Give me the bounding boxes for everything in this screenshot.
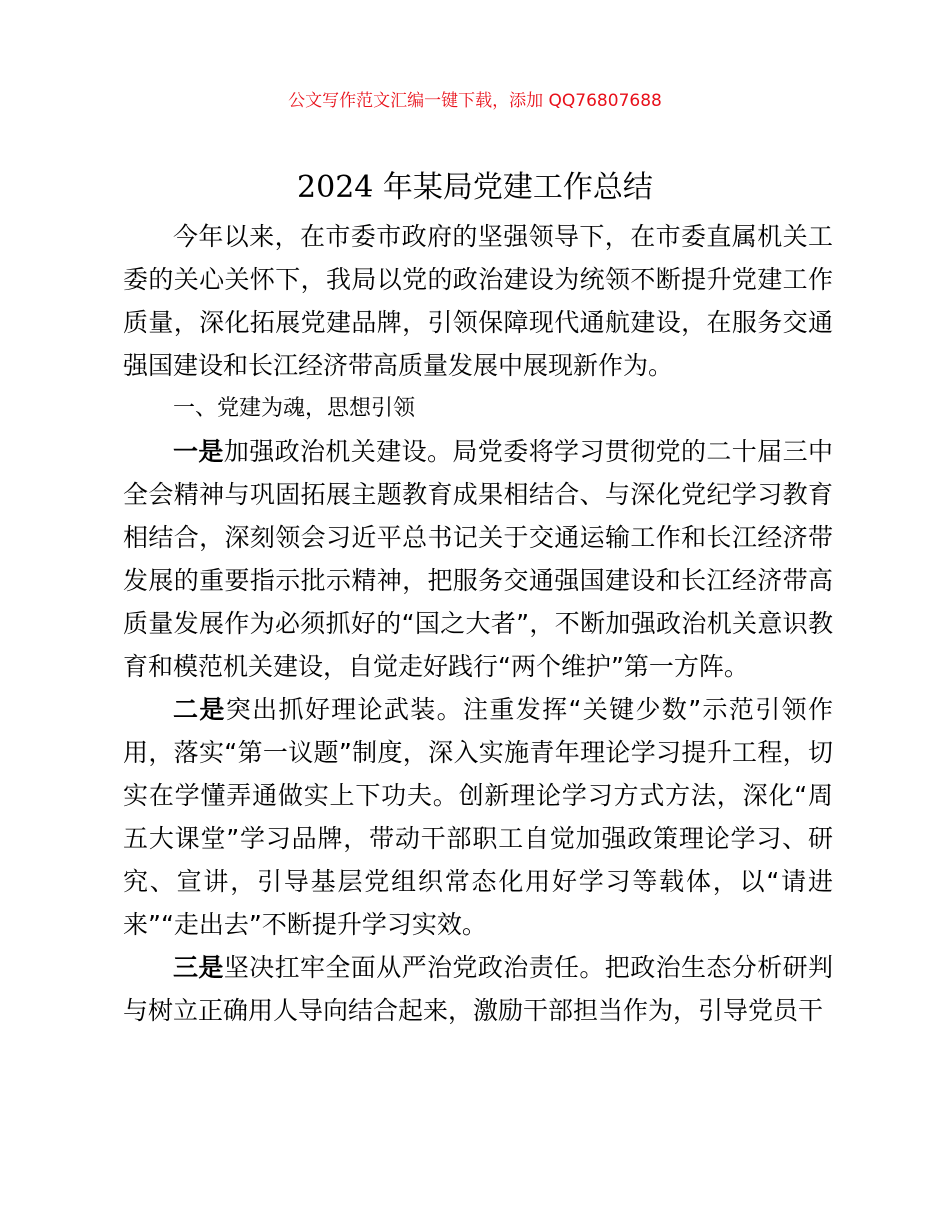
document-title: 2024 年某局党建工作总结: [297, 170, 653, 205]
item-text: 加强政治机关建设。局党委将学习贯彻党的二十届三中全会精神与巩固拓展主题教育成果相结合、与深化党纪学习教育相结合，深刻领会习近平总书记关于交通运输工作和长江经济带发展的重要指示批示精神，把服务交通强国建设和长江经济带高质量发展作为必须抓好的“国之大者”，不断加强政治机关意识教育和模范机关建设，自觉走好践行“两个维护”第一方阵。: [123, 437, 833, 681]
section-item-1: [123, 430, 833, 688]
intro-paragraph: 今年以来，在市委市政府的坚强领导下，在市委直属机关工委的关心关怀下，我局以党的政治建设为统领不断提升党建工作质量，深化拓展党建品牌，引领保障现代通航建设，在服务交通强国建设和长江经济带高质量发展中展现新作为。: [123, 222, 833, 380]
item-text: 突出抓好理论武装。注重发挥“关键少数”示范引领作用，落实“第一议题”制度，深入实施青年理论学习提升工程，切实在学懂弄通做实上下功夫。创新理论学习方式方法，深化“周五大课堂”学习品牌，带动干部职工自觉加强政策理论学习、研究、宣讲，引导基层党组织常态化用好学习等载体，以“请进来”“走出去”不断提升学习实效。: [123, 695, 833, 939]
item-text: 坚决扛牢全面从严治党政治责任。把政治生态分析研判与树立正确用人导向结合起来，激励干部担当作为，引导党员干: [123, 953, 833, 1025]
item-lead: 一是: [173, 437, 224, 466]
item-lead: 三是: [173, 953, 224, 982]
document-body: [123, 215, 833, 1032]
item-lead: 二是: [173, 695, 226, 724]
section-item-2: [123, 688, 833, 946]
section-heading: 一、党建为魂，思想引领: [173, 396, 416, 421]
section-item-3: [123, 946, 833, 1032]
download-banner: 公文写作范文汇编一键下载，添加 QQ76807688: [288, 91, 662, 111]
